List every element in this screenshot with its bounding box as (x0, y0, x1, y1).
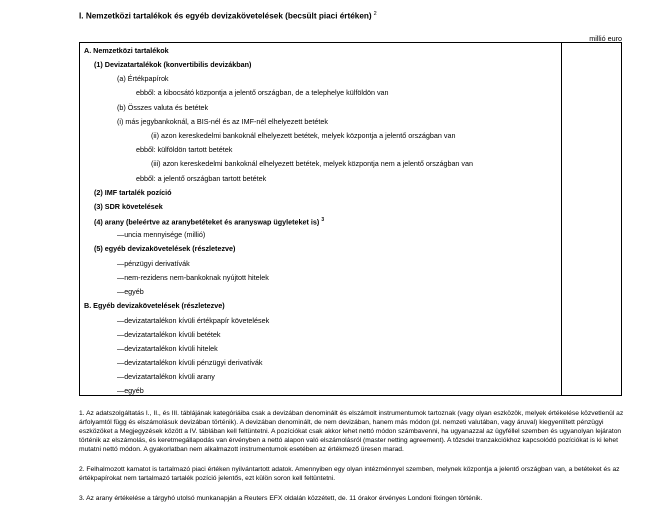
row-label: (a) Értékpapírok (117, 74, 169, 83)
row-label: —devizatartalékon kívüli arany (117, 372, 215, 381)
table-row (117, 259, 190, 268)
table-row (136, 88, 389, 97)
table-row (151, 131, 455, 140)
footnote-2: 2. Felhalmozott kamatot is tartalmazó piaci értéken nyilvántartott adatok. Amennyiben egy olyan intézménnyel szemben, melynek központja a jelentő országban van, a betéteket és az értékpapírokat nem tartalmazó tartalék pozíció jelentős, ezt külön soron kell feltüntetni. (79, 466, 620, 482)
table-row (117, 287, 144, 296)
unit-label: millió euro (589, 34, 622, 43)
row-label: ebből: a jelentő országban tartott betétek (136, 174, 267, 183)
table-row (117, 316, 269, 325)
value-column-divider (561, 43, 562, 395)
table-row (117, 344, 218, 353)
table-row (136, 145, 232, 154)
table-row (84, 301, 225, 310)
table-row (117, 386, 144, 395)
table-row (151, 159, 473, 168)
row-label: A. Nemzetközi tartalékok (84, 46, 169, 55)
footnotes (79, 409, 624, 514)
row-label: B. Egyéb devizakövetelések (részletezve) (84, 301, 225, 310)
row-label: —nem-rezidens nem-bankoknak nyújtott hitelek (117, 273, 269, 282)
table-row (94, 188, 171, 197)
section-title: I. Nemzetközi tartalékok és egyéb devizakövetelések (becsült piaci értéken) $^2$ (79, 11, 377, 21)
reserves-table (79, 42, 622, 396)
row-label: (ii) azon kereskedelmi bankoknál elhelyezett betétek, melyek központja a jelentő országban van (151, 131, 456, 140)
footnote-3: 3. Az arany értékelése a tárgyhó utolsó munkanapján a Reuters EFX oldalán közzétett, de. 11 órakor érvényes Londoni fixingen történik. (79, 495, 483, 502)
row-label: (1) Devizatartalékok (konvertibilis devizákban) (94, 60, 252, 69)
row-label: —devizatartalékon kívüli betétek (117, 330, 221, 339)
row-label: (b) Összes valuta és betétek (117, 103, 209, 112)
row-label: (iii) azon kereskedelmi bankoknál elhelyezett betétek, melyek központja nem a jelentő országban van (151, 159, 474, 168)
table-row (84, 46, 169, 55)
row-footnote-ref: 3 (321, 217, 325, 223)
table-row (117, 273, 269, 282)
table-row (94, 202, 163, 211)
row-label: (3) SDR követelések (94, 202, 163, 211)
title-footnote-ref: 2 (373, 11, 377, 17)
table-row (117, 372, 215, 381)
row-label: —egyéb (117, 287, 144, 296)
table-row (94, 244, 235, 253)
row-label: ebből: a kibocsátó központja a jelentő országban, de a telephelye külföldön van (136, 88, 389, 97)
row-label: (4) arany (beleértve az aranybetéteket és aranyswap ügyleteket is) (94, 217, 320, 227)
table-row (117, 230, 205, 239)
table-row (94, 60, 251, 69)
row-label: ebből: külföldön tartott betétek (136, 145, 233, 154)
row-label: (2) IMF tartalék pozíció (94, 188, 172, 197)
row-label: (5) egyéb devizakövetelések (részletezve) (94, 244, 236, 253)
footnote-1: 1. Az adatszolgáltatás I., II., és III. táblájának kategóriáiba csak a devizában denominált és elszámolt instrumentumok tartoznak (vagy olyan eszközök, melyek értékelése közvetlenül az árfolyamtól függ és elszámolásuk devizában történik). A devizában denominált, de nem devizában, hanem más módon (pl. nemzeti valutában, vagy áruval) kiegyenlített pénzügyi eszközöket a Megjegyzések között a IV. táblában kell feltüntetni. A pozíciókat csak akkor lehet nettó módon számbavenni, ha ugyanazzal az ügyféllel szemben és ugyanolyan lejáraton történik az elszámolás, és keretmegállapodás van érvényben a nettó alapon való elszámolásról (master netting agreement). A tőzsdei tranzakciókhoz kapcsolódó pozíciókat is ki lehet mutatni nettó módon. A gyakorlatban nem alkalmazott instrumentumok esetében az értékmező üresen marad. (79, 410, 624, 453)
table-row (94, 216, 324, 226)
table-row (136, 174, 266, 183)
row-label: (i) más jegybankoknál, a BIS-nél és az IMF-nél elhelyezett betétek (117, 117, 328, 126)
row-label: —pénzügyi derivatívák (117, 259, 190, 268)
table-row (117, 358, 262, 367)
row-label: —devizatartalékon kívüli hitelek (117, 344, 218, 353)
table-row (117, 330, 220, 339)
table-row (117, 103, 208, 112)
row-label: —devizatartalékon kívüli értékpapír követelések (117, 316, 270, 325)
row-label: —uncia mennyisége (millió) (117, 230, 206, 239)
table-row (117, 117, 328, 126)
row-label: —devizatartalékon kívüli pénzügyi derivatívák (117, 358, 263, 367)
table-row (117, 74, 169, 83)
row-label: —egyéb (117, 386, 144, 395)
